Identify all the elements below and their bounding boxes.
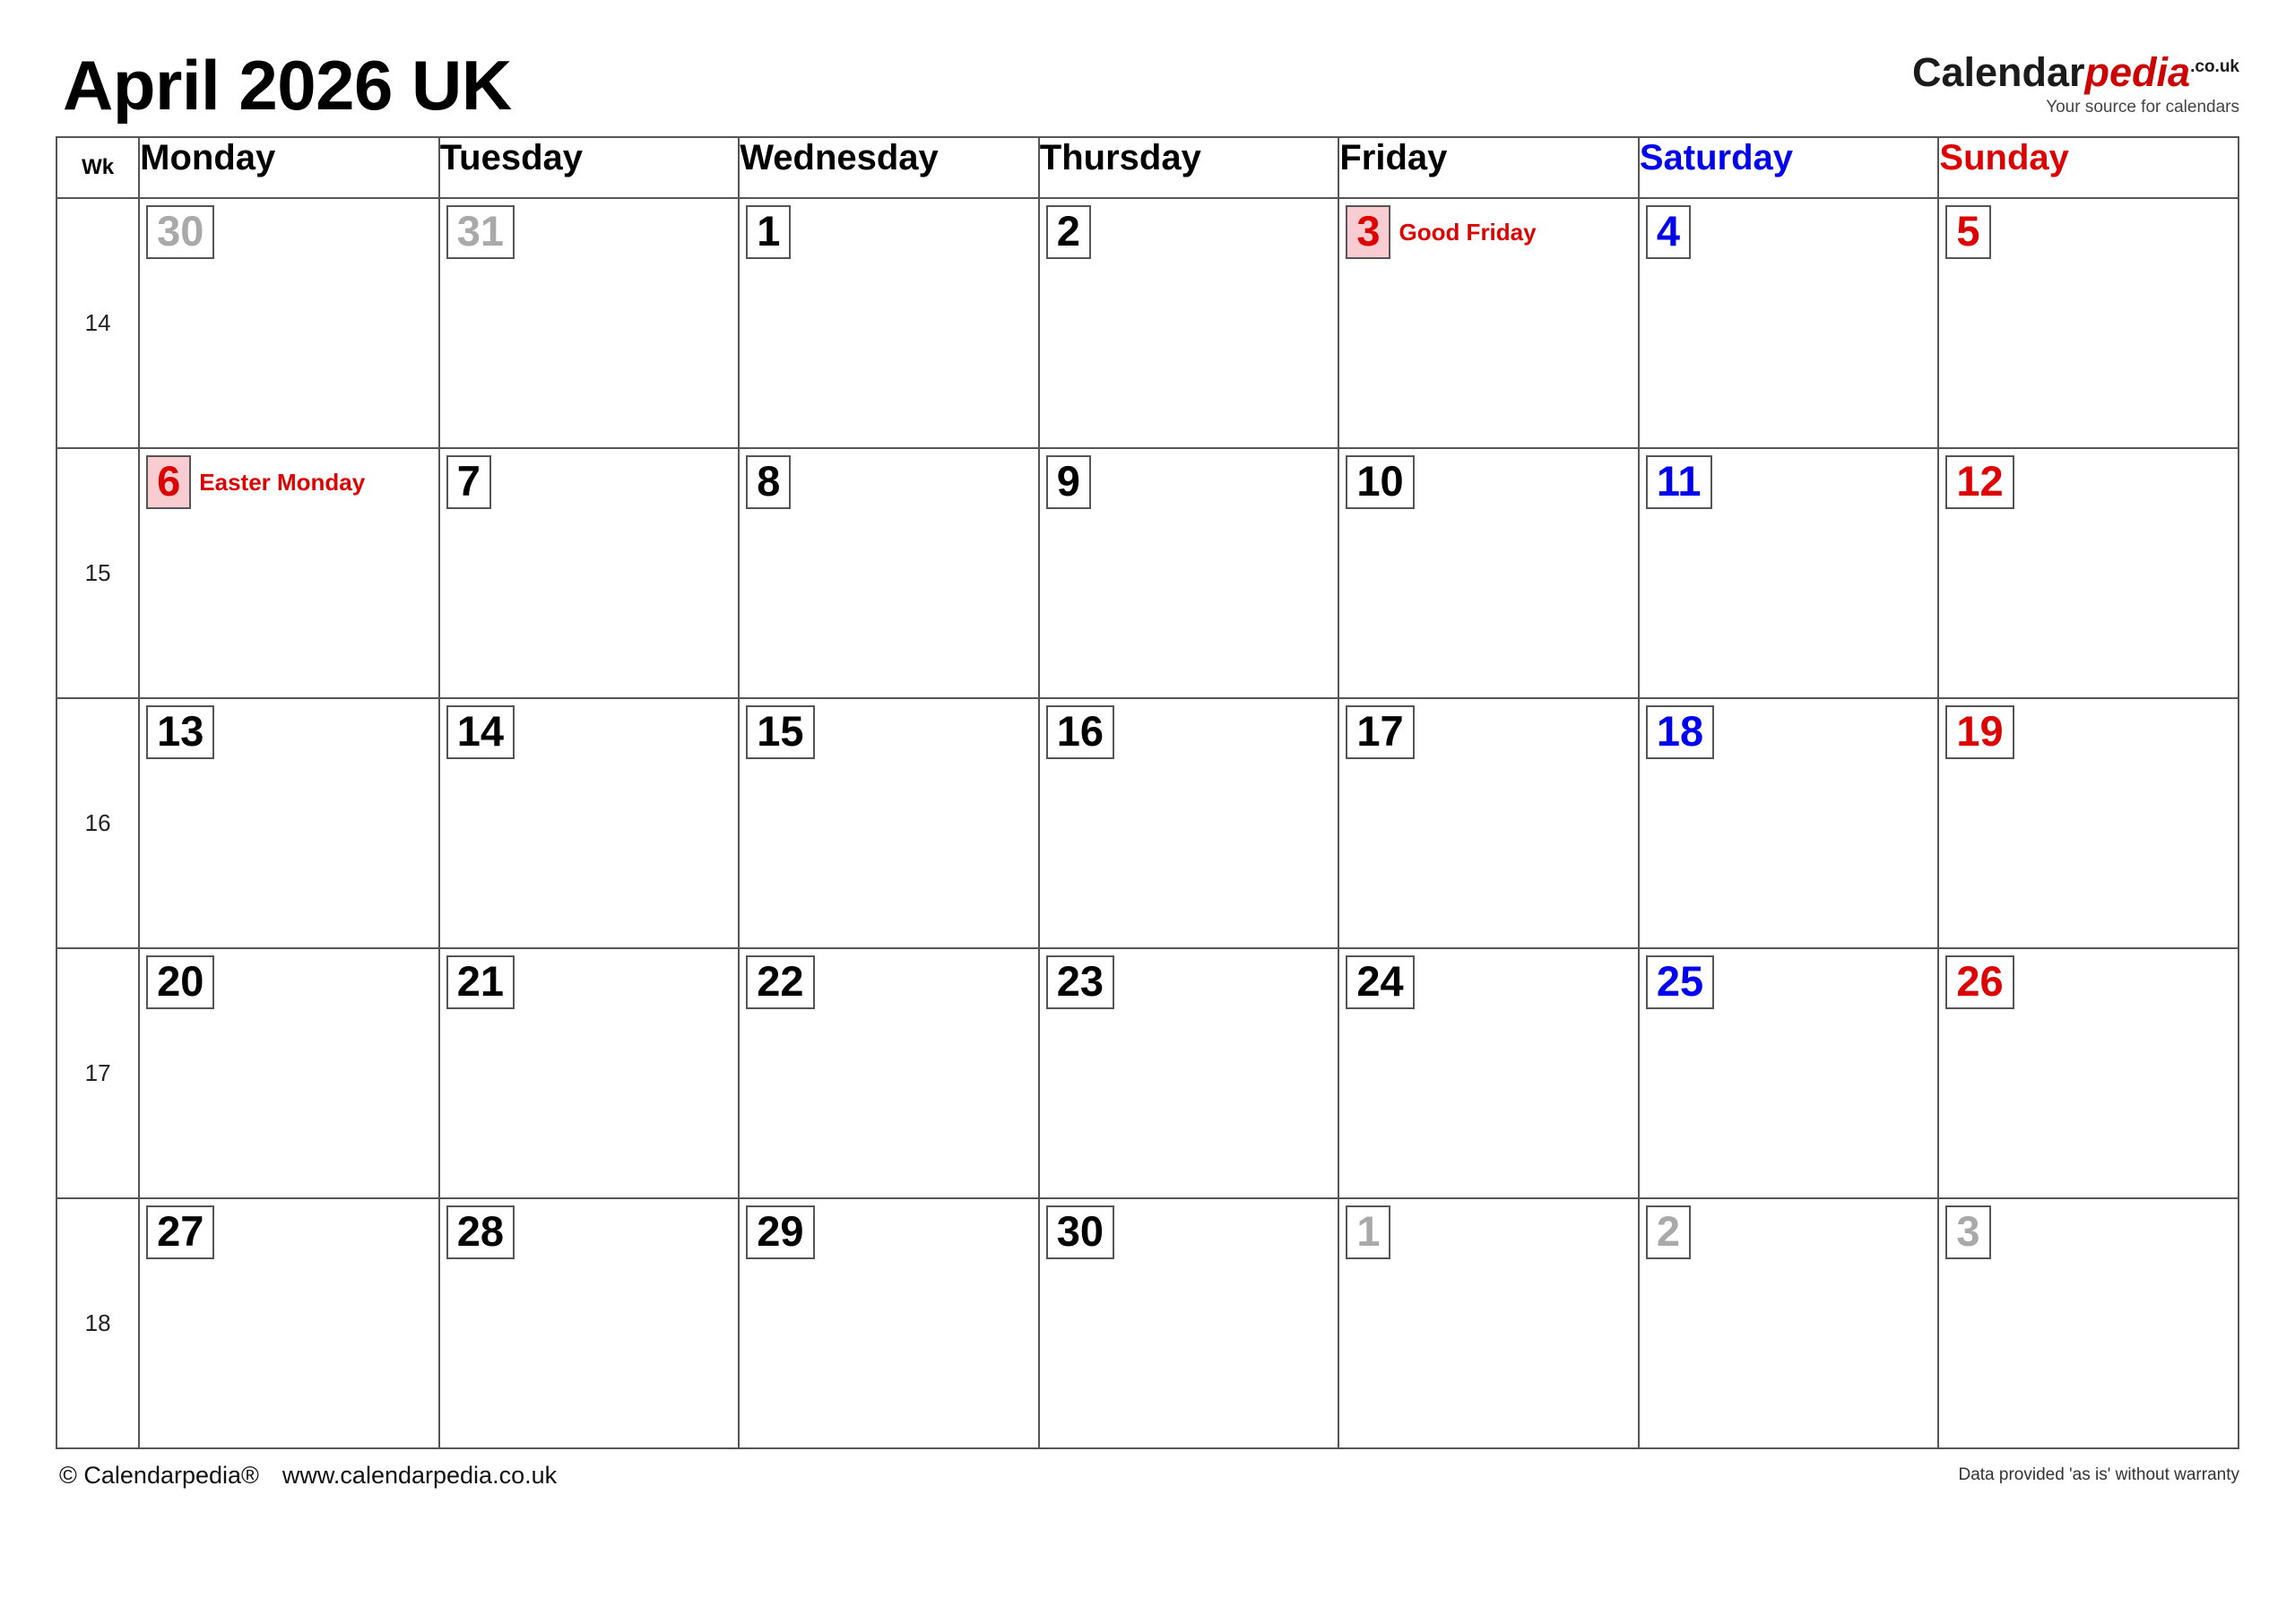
day-cell[interactable]	[1938, 698, 2239, 948]
day-number: 15	[746, 705, 814, 759]
table-row	[56, 198, 2239, 448]
weekday-header-saturday: Saturday	[1639, 137, 1939, 198]
day-number: 26	[1945, 955, 2014, 1009]
day-number: 3	[1346, 205, 1390, 259]
calendar-header-row	[56, 137, 2239, 198]
day-number: 31	[446, 205, 515, 259]
day-number: 13	[146, 705, 214, 759]
weekday-header-wednesday: Wednesday	[739, 137, 1039, 198]
day-number: 29	[746, 1205, 814, 1259]
day-number: 16	[1046, 705, 1114, 759]
day-number: 1	[746, 205, 791, 259]
day-cell[interactable]	[139, 698, 439, 948]
week-number-header: Wk	[56, 137, 139, 198]
day-number: 9	[1046, 455, 1091, 509]
day-number: 20	[146, 955, 214, 1009]
day-number: 1	[1346, 1205, 1390, 1259]
day-number: 7	[446, 455, 491, 509]
page-footer	[56, 1462, 2239, 1498]
holiday-label: Good Friday	[1399, 219, 1537, 246]
day-number: 14	[446, 705, 515, 759]
day-cell[interactable]	[139, 448, 439, 698]
brand-tld: .co.uk	[2190, 57, 2239, 76]
day-number: 30	[146, 205, 214, 259]
day-cell[interactable]	[1639, 1198, 1939, 1448]
day-cell[interactable]	[1639, 198, 1939, 448]
day-cell[interactable]	[1039, 448, 1339, 698]
day-number: 28	[446, 1205, 515, 1259]
calendarpedia-logo	[1911, 49, 2239, 117]
day-cell[interactable]	[139, 1198, 439, 1448]
day-number: 17	[1346, 705, 1414, 759]
day-cell[interactable]	[1039, 1198, 1339, 1448]
day-cell[interactable]	[439, 448, 740, 698]
brand-tagline: Your source for calendars	[2046, 98, 2239, 117]
disclaimer-text: Data provided 'as is' without warranty	[1958, 1465, 2239, 1484]
day-number: 5	[1945, 205, 1990, 259]
day-number: 4	[1646, 205, 1691, 259]
day-number: 2	[1046, 205, 1091, 259]
day-cell[interactable]	[1338, 698, 1639, 948]
day-cell[interactable]	[439, 1198, 740, 1448]
day-cell[interactable]	[439, 198, 740, 448]
page-header	[56, 30, 2239, 136]
table-row	[56, 1198, 2239, 1448]
brand-name	[1911, 49, 2239, 95]
day-number: 22	[746, 955, 814, 1009]
brand-name-part2: pedia	[2084, 49, 2191, 95]
table-row	[56, 948, 2239, 1198]
day-number: 11	[1646, 455, 1712, 509]
brand-name-part1: Calendar	[1911, 49, 2085, 95]
day-cell[interactable]	[1039, 698, 1339, 948]
page-title: April 2026 UK	[63, 46, 512, 125]
day-cell[interactable]	[1938, 1198, 2239, 1448]
day-cell[interactable]	[1338, 448, 1639, 698]
day-cell[interactable]	[1338, 1198, 1639, 1448]
copyright-text: © Calendarpedia®	[59, 1462, 259, 1489]
weekday-header-monday: Monday	[139, 137, 439, 198]
day-cell[interactable]	[1938, 448, 2239, 698]
week-number: 17	[56, 948, 139, 1198]
weekday-header-thursday: Thursday	[1039, 137, 1339, 198]
day-cell[interactable]	[739, 448, 1039, 698]
day-cell[interactable]	[739, 948, 1039, 1198]
day-cell[interactable]	[439, 948, 740, 1198]
week-number: 18	[56, 1198, 139, 1448]
day-number: 18	[1646, 705, 1714, 759]
day-cell[interactable]	[1639, 948, 1939, 1198]
day-number: 12	[1945, 455, 2014, 509]
day-number: 3	[1945, 1205, 1990, 1259]
weekday-header-tuesday: Tuesday	[439, 137, 740, 198]
day-cell[interactable]	[739, 1198, 1039, 1448]
day-cell[interactable]	[439, 698, 740, 948]
week-number: 16	[56, 698, 139, 948]
weekday-header-sunday: Sunday	[1938, 137, 2239, 198]
day-number: 8	[746, 455, 791, 509]
table-row	[56, 448, 2239, 698]
day-number: 24	[1346, 955, 1414, 1009]
day-cell[interactable]	[739, 198, 1039, 448]
day-number: 10	[1346, 455, 1414, 509]
day-cell[interactable]	[1639, 698, 1939, 948]
day-number: 2	[1646, 1205, 1691, 1259]
day-cell[interactable]	[1039, 948, 1339, 1198]
website-link[interactable]: www.calendarpedia.co.uk	[281, 1462, 558, 1489]
day-number: 6	[146, 455, 191, 509]
day-cell[interactable]	[1338, 198, 1639, 448]
day-number: 30	[1046, 1205, 1114, 1259]
day-cell[interactable]	[1938, 198, 2239, 448]
day-number: 27	[146, 1205, 214, 1259]
week-number: 15	[56, 448, 139, 698]
day-number: 25	[1646, 955, 1714, 1009]
day-cell[interactable]	[739, 698, 1039, 948]
weekday-header-friday: Friday	[1338, 137, 1639, 198]
footer-credit	[59, 1462, 557, 1490]
week-number: 14	[56, 198, 139, 448]
day-cell[interactable]	[139, 198, 439, 448]
calendar-table	[56, 136, 2239, 1449]
holiday-label: Easter Monday	[199, 469, 366, 496]
day-cell[interactable]	[1039, 198, 1339, 448]
table-row	[56, 698, 2239, 948]
day-cell[interactable]	[1938, 948, 2239, 1198]
day-cell[interactable]	[1338, 948, 1639, 1198]
day-number: 19	[1945, 705, 2014, 759]
day-number: 23	[1046, 955, 1114, 1009]
day-cell[interactable]	[1639, 448, 1939, 698]
day-number: 21	[446, 955, 515, 1009]
day-cell[interactable]	[139, 948, 439, 1198]
